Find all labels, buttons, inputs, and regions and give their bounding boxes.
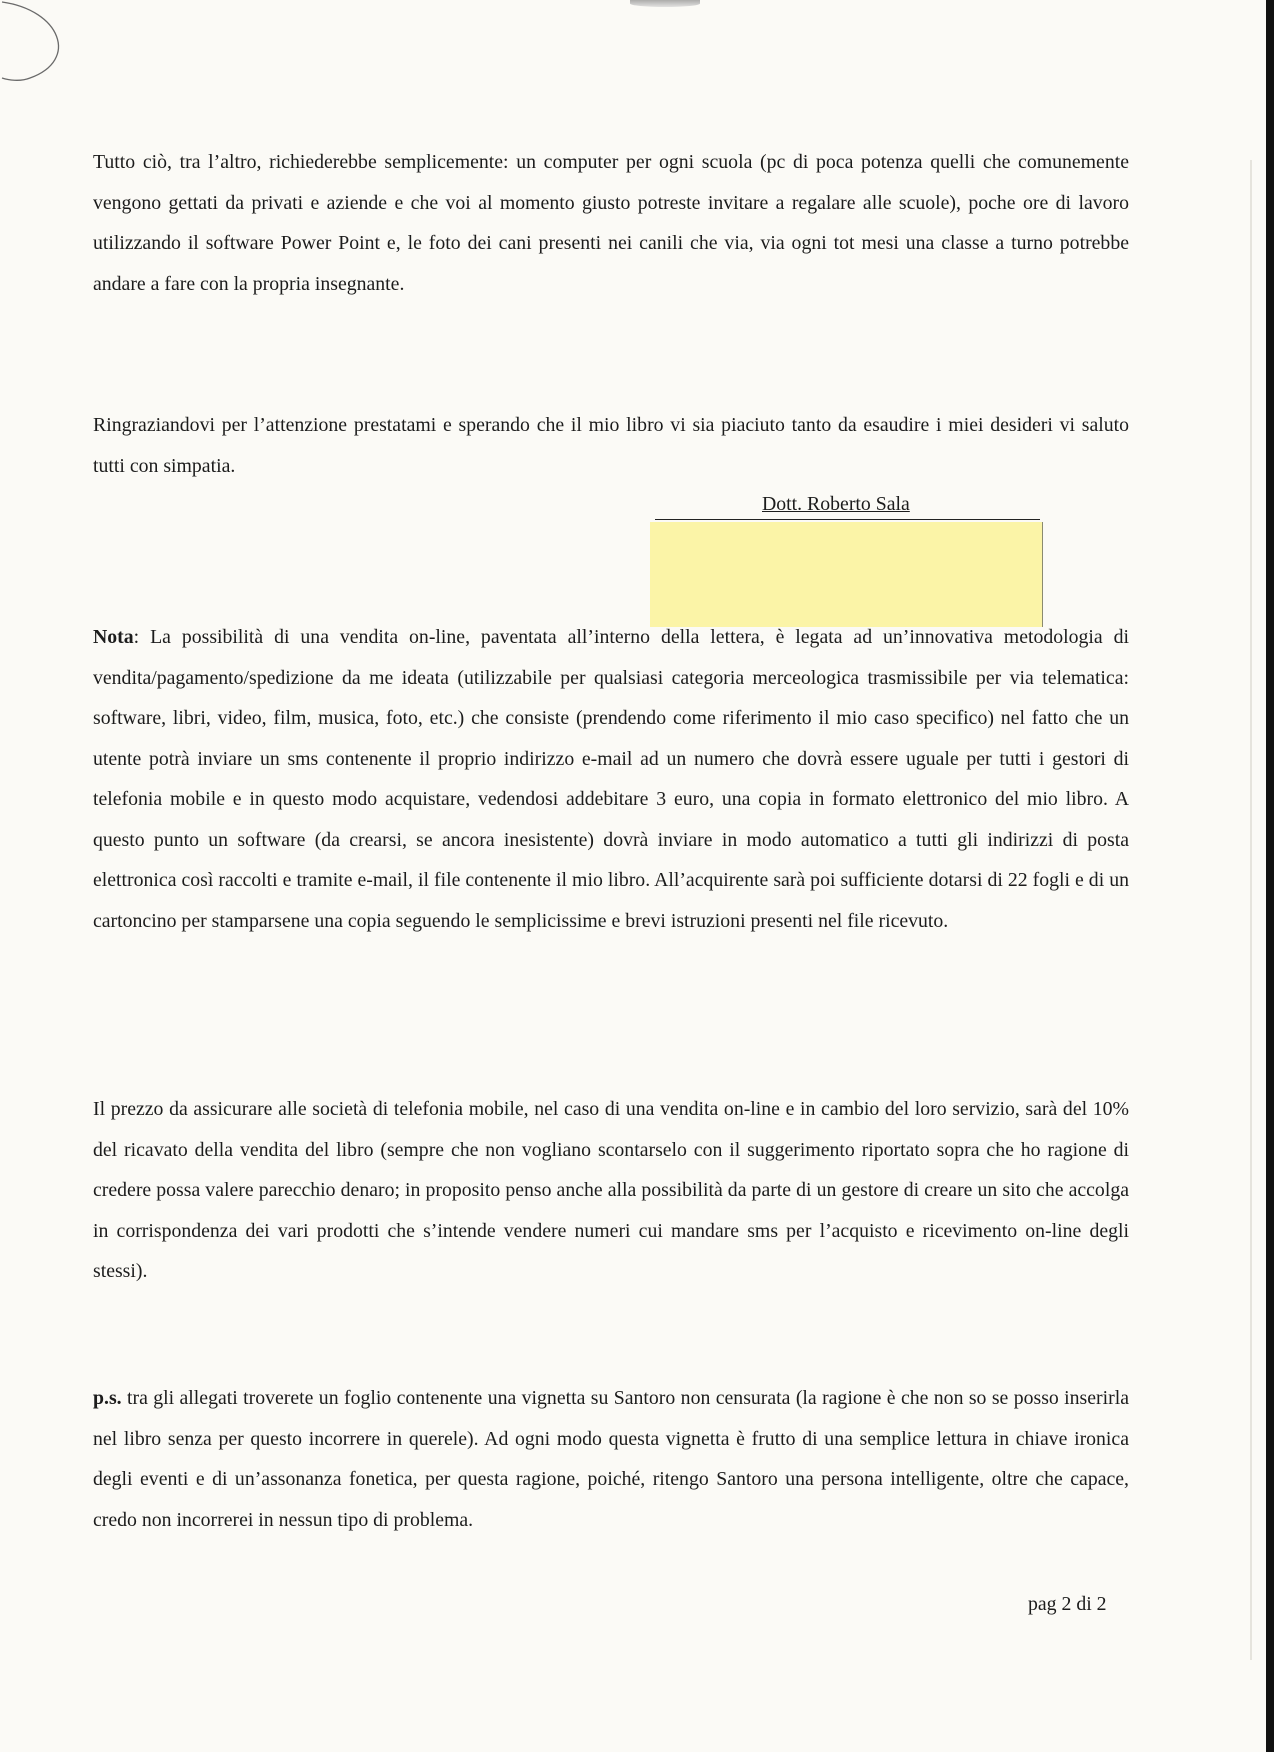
paragraph-computer-schools: Tutto ciò, tra l’altro, richiederebbe semplicemente: un computer per ogni scuola (pc di poca potenza quelli che comunemente vengono gettati da privati e aziende e che voi al momento giusto potreste invitare a regalare alle scuole), poche ore di lavoro utilizzando il software Power Point e, le foto dei cani presenti nei canili che via, via ogni tot mesi una classe a turno potrebbe andare a fare con la propria insegnante.: [93, 151, 1129, 295]
scan-edge: [1266, 0, 1274, 1752]
sticky-note: [650, 522, 1043, 627]
ps-label: p.s.: [93, 1387, 122, 1409]
nota-body: : La possibilità di una vendita on-line, paventata all’interno della lettera, è legata ad un’innovativa metodologia di vendita/pagamento/spedizione da me ideata (utilizzabile per qualsiasi categoria merceologica trasmissibile per via telematica: software, libri, video, film, musica, foto, etc.) che consiste (prendendo come riferimento il mio caso specifico) nel fatto che un utente potrà inviare un sms contenente il proprio indirizzo e-mail ad un numero che dovrà essere uguale per tutti i gestori di telefonia mobile e in questo modo acquistare, vedendosi addebitare 3 euro, una copia in formato elettronico del mio libro. A questo punto un software (da crearsi, se ancora inesistente) dovrà inviare in modo automatico a tutti gli indirizzi di posta elettronica così raccolti e tramite e-mail, il file contenente il mio libro. All’acquirente sarà poi sufficiente dotarsi di 22 fogli e di un cartoncino per stamparsene una copia seguendo le semplicissime e brevi istruzioni presenti nel file ricevuto.: [93, 626, 1129, 932]
scan-corner-mark: [0, 0, 80, 90]
nota-label: Nota: [93, 626, 134, 648]
paragraph-thanks: Ringraziandovi per l’attenzione prestatami e sperando che il mio libro vi sia piaciuto tanto da esaudire i miei desideri vi saluto tutti con simpatia.: [93, 414, 1129, 477]
signature-line: [655, 519, 1040, 520]
paragraph-price: Il prezzo da assicurare alle società di telefonia mobile, nel caso di una vendita on-line e in cambio del loro servizio, sarà del 10% del ricavato della vendita del libro (sempre che non vogliano scontarselo con il suggerimento riportato sopra che ho ragione di credere possa valere parecchio denaro; in proposito penso anche alla possibilità da parte di un gestore di creare un sito che accolga in corrispondenza dei vari prodotti che s’intende vendere numeri cui mandare sms per l’acquisto e ricevimento on-line degli stessi).: [93, 1098, 1129, 1282]
paragraph-nota: [93, 617, 1129, 941]
paragraph-ps: [93, 1378, 1129, 1540]
scan-smudge: [630, 0, 700, 7]
ps-body: tra gli allegati troverete un foglio contenente una vignetta su Santoro non censurata (la ragione è che non so se posso inserirla nel libro senza per questo incorrere in querele). Ad ogni modo questa vignetta è frutto di una semplice lettura in chiave ironica degli eventi e di un’assonanza fonetica, per questa ragione, poiché, ritengo Santoro una persona intelligente, oltre che capace, credo non incorrerei in nessun tipo di problema.: [93, 1387, 1129, 1531]
scan-edge-line: [1250, 160, 1252, 1660]
signature-name: Dott. Roberto Sala: [762, 493, 910, 515]
page-number: pag 2 di 2: [1028, 1593, 1107, 1615]
